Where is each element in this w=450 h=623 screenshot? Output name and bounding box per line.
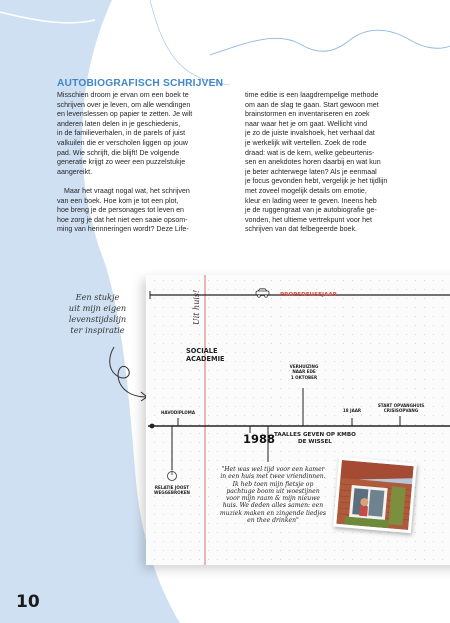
house-window-image — [336, 460, 413, 530]
year-1988: 1988 — [243, 432, 276, 446]
propedeuse-label: PROPEDEUSEJAAR — [280, 292, 337, 298]
handwritten-quote: "Het was wel tijd voor een kamer in een huis met twee vriendinnen. Ik heb toen mijn fietsje op pachtuge boom uit woestijnen voor mijn raam & mijn nieuwe huis. We deden alles samen: een muziek maken en zingende liedjes en thee drinken" — [219, 466, 327, 525]
article-heading: AUTOBIOGRAFISCH SCHRIJVEN — [57, 78, 224, 89]
sociale-academie-label: SOCIALE ACADEMIE — [186, 347, 225, 363]
car-icon — [255, 288, 271, 298]
page-number: 10 — [16, 592, 40, 612]
relatie-caption: RELATIE JOOST WEGGEBROKEN — [154, 485, 190, 496]
year-caption: TAALLES GEVEN OP KMBO DE WISSEL — [274, 432, 356, 445]
age-caption: 18 JAAR — [342, 408, 362, 413]
handwritten-note: Een stukje uit mijn eigen levenstijdslijn ter inspiratie — [68, 292, 127, 335]
verhuizing-caption: VERHUIZING NAAR EDE 1 OKTOBER — [289, 364, 319, 380]
paragraph-third: time editie is een laagdrempelige methode om aan de slag te gaan. Start gewoon met brainstormen en inventariseren en zoek naar waar het je om gaat. Wellicht vind je zo de juiste invalshoek, het verhaal dat je werkelijk wilt vertellen. Zoek de rode draad: wat is de kern, welke gebeurtenis- sen en anekdotes horen daarbij en wat kun je beter achterwege laten? Als je eenmaal je focus gevonden hebt, vergelijk je het tijdlijn met zoveel mogelijk details om emotie, kleur en lading weer te geven. Ineens heb je de ruggengraat van je autobiografie ge- vonden, het ultieme vertrekpunt voor het schrijven van dat felbegeerde boek. — [245, 91, 388, 234]
paragraph-intro: Misschien droom je ervan om een boek te schrijven over je leven, om alle wendingen en levenslessen op papier te zetten. Je wilt anderen laten delen in je geschiedenis, in de familieverhalen, in de parels of juist valkuilen die er verscholen liggen op jouw pad. Wie schrijft, die blijft! De volgende generatie krijgt zo weer een puzzelstukje aangereikt. — [57, 91, 193, 176]
house-photo — [333, 457, 417, 534]
broken-heart-icon — [166, 470, 178, 482]
uit-huis-note: Uit huis! — [192, 289, 201, 325]
paragraph-second: Maar het vraagt nogal wat, het schrijven van een boek. Hoe kom je tot een plot, hoe breng je de personages tot leven en hoe zorg je dat het niet een saaie opsom- ming van herinneringen wordt? Deze Life- — [57, 186, 190, 234]
opvanghuis-caption: START OPVANGHUIS CRISISOPVANG — [377, 403, 425, 414]
havodiploma-caption: HAVODIPLOMA — [161, 410, 195, 415]
